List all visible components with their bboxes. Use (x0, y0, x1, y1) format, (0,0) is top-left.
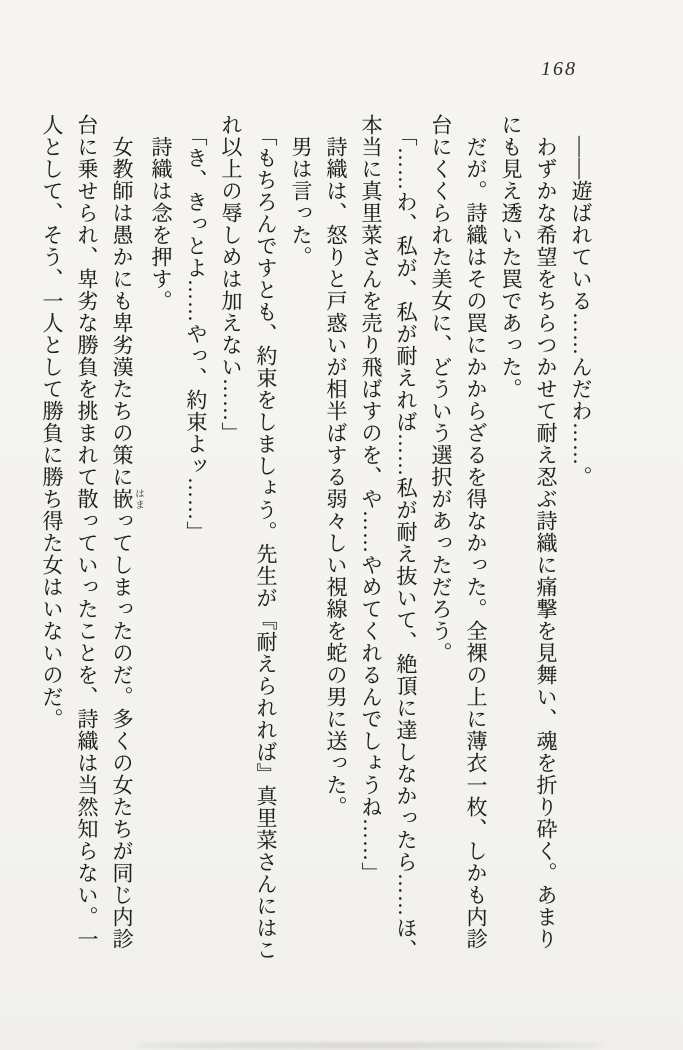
text-column: ――遊ばれている……んだわ……。 (569, 136, 593, 488)
text-column: 男は言った。 (289, 136, 313, 268)
page-number: 168 (541, 58, 577, 80)
text-column: だが。詩織はその罠にかからざるを得なかった。全裸の上に薄衣一枚、しかも内診 (464, 136, 488, 950)
text-column: 詩織は念を押す。 (149, 136, 173, 312)
text-column: 「き、きっとよ……やっ、約束よッ……」 (184, 125, 208, 543)
text-column: 詩織は、怒りと戸惑いが相半ばする弱々しい視線を蛇の男に送った。 (324, 136, 348, 818)
text-column: 「……わ、私が、私が耐えれば……私が耐え抜いて、絶頂に達しなかったら……ほ、 (394, 125, 418, 961)
text-column: わずかな希望をちらつかせて耐え忍ぶ詩織に痛撃を見舞い、魂を折り砕く。あまり (534, 136, 558, 950)
furigana-ruby: 嵌 はま (110, 488, 143, 510)
text-column: にも見え透いた罠であった。 (499, 114, 523, 400)
text-column: 台に乗せられ、卑劣な勝負を挑まれて散っていったことを、詩織は当然知らない。一 (75, 114, 99, 950)
scan-edge-artifact (135, 1043, 605, 1048)
text-column: 人として、そう、一人として勝負に勝ち得た女はいないのだ。 (40, 114, 64, 730)
text-column: 女教師は愚かにも卑劣漢たちの策に嵌 はまってしまったのだ。多くの女たちが同じ内診 (110, 136, 143, 950)
vertical-text-block (38, 114, 598, 961)
text-column: 「もちろんですとも、約束をしましょう。先生が『耐えられれば』真里菜さんにはこ (254, 125, 278, 961)
text-column: 台にくくられた美女に、どういう選択があっただろう。 (429, 114, 453, 664)
text-column: 本当に真里菜さんを売り飛ばすのを、や……やめてくれるんでしょうね……」 (359, 114, 383, 884)
text-column: れ以上の辱しめは加えない……」 (219, 114, 243, 444)
